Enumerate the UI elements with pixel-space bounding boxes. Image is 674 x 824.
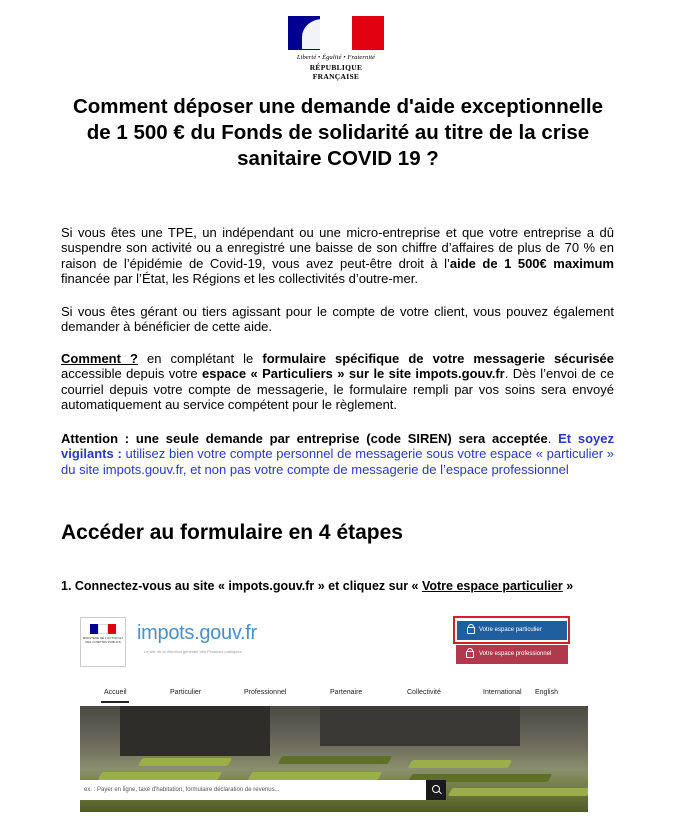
- nav-particulier[interactable]: Particulier: [170, 689, 202, 696]
- step1-text-a: 1. Connectez-vous au site « impots.gouv.fr » et cliquez sur «: [61, 579, 422, 593]
- espace-particulier-button[interactable]: [457, 621, 567, 640]
- logo-republic: RÉPUBLIQUE FRANÇAISE: [309, 63, 363, 81]
- lock-icon: [467, 627, 475, 634]
- impots-screenshot: [80, 612, 590, 812]
- lock-icon: [466, 651, 474, 658]
- ministry-name: MINISTÈRE DE L'ACTION ET DES COMPTES PUBLICS: [82, 636, 124, 644]
- p1-text-c: financée par l’État, les Régions et les collectivités d’outre-mer.: [61, 271, 418, 287]
- nav-partenaire[interactable]: Partenaire: [330, 689, 363, 696]
- nav-international[interactable]: International: [483, 689, 522, 696]
- espace-professionnel-button[interactable]: [456, 645, 568, 664]
- p4-warning: Attention : une seule demande par entreprise (code SIREN) sera acceptée: [61, 431, 548, 446]
- impots-brand: impots.gouv.fr: [137, 622, 257, 644]
- paragraph-agent: Si vous êtes gérant ou tiers agissant pour le compte de votre client, vous pouvez également demander à bénéficier de cette aide.: [61, 304, 614, 335]
- step-1: [61, 578, 614, 594]
- search-button[interactable]: [426, 780, 446, 800]
- p3-text-b: en complétant le: [137, 351, 263, 366]
- nav-collectivite[interactable]: Collectivité: [407, 689, 441, 696]
- p4-text-b: .: [547, 431, 559, 446]
- nav-professionnel[interactable]: Professionnel: [244, 689, 287, 696]
- paragraph-eligibility: [61, 225, 614, 287]
- section-title: Accéder au formulaire en 4 étapes: [61, 521, 403, 544]
- espace-particulier-label: Votre espace particulier: [479, 627, 542, 633]
- nav-accueil[interactable]: Accueil: [104, 689, 127, 696]
- paragraph-warning: [61, 431, 614, 477]
- espace-professionnel-label: Votre espace professionnel: [479, 651, 552, 657]
- impots-brand-subtitle: Le site de la direction générale des Finances publiques: [144, 649, 242, 654]
- page-title: Comment déposer une demande d'aide exceptionnelle de 1 500 € du Fonds de solidarité au titre de la crise sanitaire COVID 19 ?: [72, 95, 604, 170]
- step1-link: Votre espace particulier: [421, 579, 563, 593]
- p3-form-label: formulaire spécifique de votre messagerie sécurisée: [262, 351, 615, 366]
- paragraph-how: [61, 351, 614, 413]
- p1-text-a: Si vous êtes une TPE, un indépendant ou une micro-entreprise et que votre entreprise a dû suspendre son activité ou a enregistré une baisse de son chiffre d’affaires de plus de 70 % en raison de l’épidémie de Covid-19, vous avez peut-être droit à l’: [61, 225, 614, 271]
- p3-text-f: . Dès l’envoi de ce courriel depuis votre compte de messagerie, le formulaire rempli par vos soins sera envoyé automatiquement au service compétent pour le règlement.: [61, 366, 614, 413]
- p3-text-d: accessible depuis votre: [61, 366, 203, 382]
- nav-english[interactable]: English: [535, 689, 558, 696]
- logo-motto: Liberté • Égalité • Fraternité: [296, 54, 376, 61]
- p3-space-label: espace « Particuliers » sur le site impots.gouv.fr: [202, 366, 505, 382]
- step1-text-c: »: [562, 579, 574, 593]
- p4-vigilant: Et soyez vigilants :: [61, 431, 614, 462]
- marianne-flag: [288, 16, 384, 50]
- search-input[interactable]: ex. : Payer en ligne, taxe d'habitation, formulaire déclaration de revenus...: [80, 780, 426, 800]
- republique-francaise-logo: [286, 16, 386, 81]
- nav-active-indicator: [101, 701, 129, 703]
- ministry-logo: [80, 617, 126, 667]
- p3-how-label: Comment ?: [61, 351, 138, 366]
- p4-text-d: utilisez bien votre compte personnel de messagerie sous votre espace « particulier » du site impots.gouv.fr, et non pas votre compte de messagerie de l’espace professionnel: [61, 446, 614, 477]
- p1-aid-amount: aide de 1 500€ maximum: [449, 255, 614, 271]
